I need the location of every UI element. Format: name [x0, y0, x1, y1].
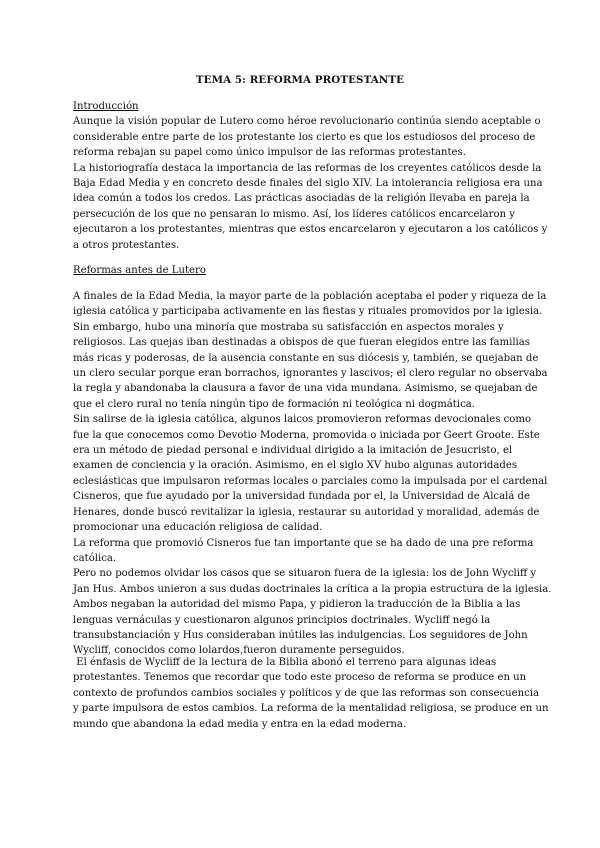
- intro-line: ejecutaron a los protestantes, mientras que estos encarcelaron y ejecutaron a los católicos y: [73, 224, 548, 236]
- section2-line: iglesia católica y participaba activamente en las fiestas y rituales promovidos por la iglesia.: [73, 306, 543, 318]
- intro-section: [73, 99, 548, 253]
- section2-heading-block: [73, 263, 528, 278]
- section2-line: promocionar una educación religiosa de calidad.: [73, 522, 323, 534]
- section2-line: Wycliff, conocidos como lolardos,fueron duramente perseguidos.: [73, 645, 405, 657]
- closing-line: mundo que abandona la edad media y entra en la edad moderna.: [73, 718, 407, 730]
- section2-line: La reforma que promovió Cisneros fue tan importante que se ha dado de una pre reforma: [73, 537, 534, 549]
- section2-line: Henares, donde buscó revitalizar la iglesia, restaurar su autoridad y moralidad, además de: [73, 506, 540, 518]
- section2-line: examen de conciencia y la oración. Asimismo, en el siglo XV hubo algunas autoridades: [73, 460, 518, 472]
- section2-line: lenguas vernáculas y cuestionaron algunos principios doctrinales. Wycliff negó la: [73, 614, 491, 626]
- intro-line: persecución de los que no pensaran lo mismo. Así, los líderes católicos encarcelaron y: [73, 208, 515, 220]
- section2-line: transubstanciación y Hus consideraban inútiles las indulgencias. Los seguidores de John: [73, 629, 528, 641]
- intro-line: idea común a todos los credos. Las prácticas asociadas de la religión llevaba en pareja la: [73, 193, 530, 205]
- section2-line: Sin salirse de la iglesia católica, algunos laicos promovieron reformas devocionales como: [73, 414, 532, 426]
- closing-line: contexto de profundos cambios sociales y políticos y de que las reformas son consecuencia: [73, 687, 540, 699]
- section2-line: Pero no podemos olvidar los casos que se situaron fuera de la iglesia: los de John Wycliff y: [73, 568, 537, 580]
- section2-line: eclesiásticas que impulsaron reformas locales o parciales como la impulsada por el cardenal: [73, 475, 548, 487]
- closing-paragraph: [73, 655, 549, 732]
- section2-line: Cisneros, que fue ayudado por la universidad fundada por el, la Universidad de Alcalá de: [73, 491, 530, 503]
- section2-line: la regla y abandonaba la clausura a favor de una vida mundana. Asimismo, se quejaban de: [73, 383, 538, 395]
- section2-line: un clero secular porque eran borrachos, ignorantes y lascivos; el clero regular no observaba: [73, 368, 548, 380]
- intro-line: a otros protestantes.: [73, 239, 180, 251]
- closing-line: El énfasis de Wycliff de la lectura de la Biblia abonó el terreno para algunas ideas: [73, 657, 497, 668]
- section2-line: Jan Hus. Ambos unieron a sus dudas doctrinales la crítica a la propia estructura de la iglesia.: [73, 583, 552, 595]
- section2-body: [73, 289, 552, 659]
- section2-line: que el clero rural no tenía ningún tipo de formación ni teológica ni dogmática.: [73, 398, 475, 410]
- section2-line: fue la que conocemos como Devotio Moderna, promovida o iniciada por Geert Groote. Este: [73, 429, 540, 441]
- section2-line: más ricas y poderosas, de la ausencia constante en sus diócesis y, también, se quejaban de: [73, 352, 539, 364]
- section2-line: A finales de la Edad Media, la mayor parte de la población aceptaba el poder y riqueza de la: [73, 291, 547, 302]
- closing-line: protestantes. Tenemos que recordar que todo este proceso de reforma se produce en un: [73, 672, 527, 684]
- section2-line: religiosos. Las quejas iban destinadas a obispos de que fueran elegidos entre las familias: [73, 337, 530, 349]
- intro-heading: Introducción: [73, 101, 139, 112]
- intro-line: reforma rebajan su papel como único impulsor de las reformas protestantes.: [73, 147, 466, 159]
- intro-line: Baja Edad Media y en concreto desde finales del siglo XIV. La intolerancia religiosa era una: [73, 178, 543, 190]
- section2-line: Sin embargo, hubo una minoría que mostraba su satisfacción en aspectos morales y: [73, 321, 504, 333]
- intro-line: La historiografía destaca la importancia de las reformas de los creyentes católicos desde la: [73, 162, 542, 174]
- closing-line: y parte impulsora de estos cambios. La reforma de la mentalidad religiosa, se produce en un: [73, 703, 549, 715]
- intro-line: considerable entre parte de los protestante los cierto es que los estudiosos del proceso de: [73, 131, 536, 143]
- section2-line: católica.: [73, 552, 117, 564]
- intro-line: Aunque la visión popular de Lutero como héroe revolucionario continúa siendo aceptable o: [73, 116, 541, 128]
- section2-line: Ambos negaban la autoridad del mismo Papa, y pidieron la traducción de la Biblia a las: [73, 599, 521, 611]
- document-title: TEMA 5: REFORMA PROTESTANTE: [195, 74, 405, 86]
- section2-line: era un método de piedad personal e individual dirigido a la imitación de Jesucristo, el: [73, 445, 513, 457]
- section2-heading: Reformas antes de Lutero: [73, 265, 206, 276]
